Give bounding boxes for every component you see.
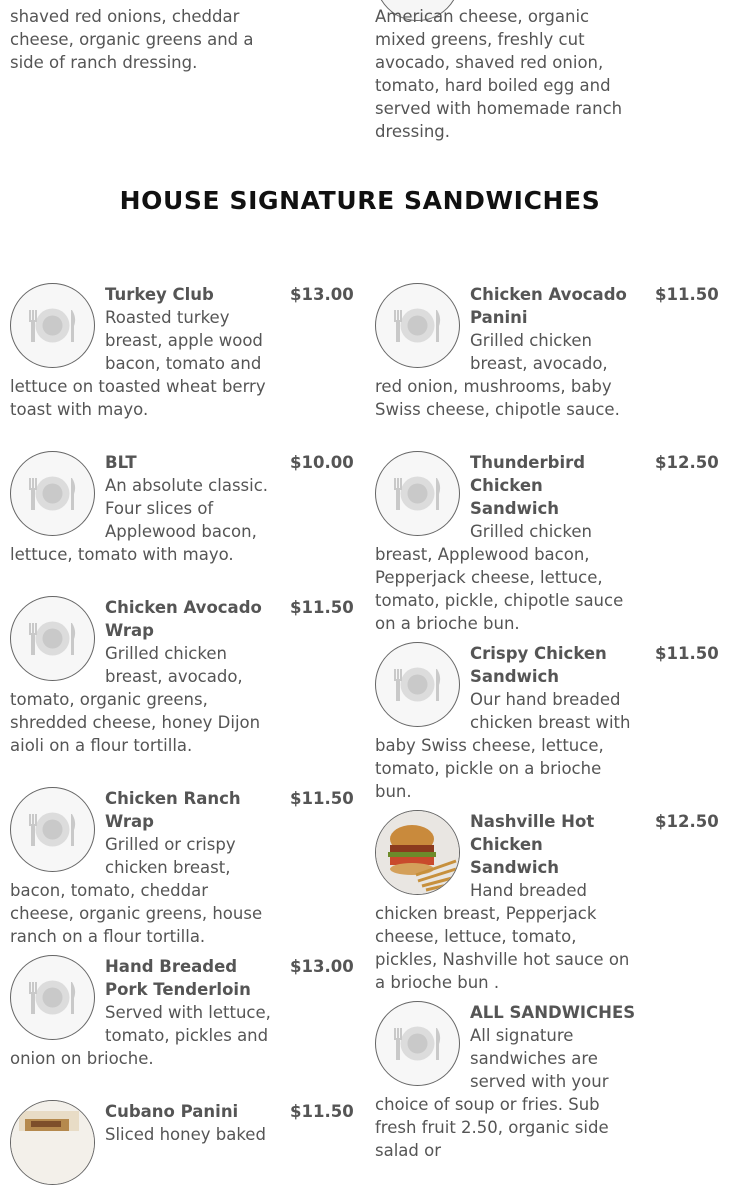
plate-placeholder-icon (10, 596, 95, 681)
menu-item[interactable] (10, 1100, 354, 1185)
previous-item-description-left: shaved red onions, cheddar cheese, organic greens and a side of ranch dressing. (10, 7, 254, 72)
item-description: Roasted turkey breast, apple wood bacon, tomato and lettuce on toasted wheat berry toast with mayo. (10, 308, 266, 419)
item-description: Served with lettuce, tomato, pickles and onion on brioche. (10, 1003, 271, 1068)
menu-item[interactable] (375, 810, 719, 994)
plate-placeholder-icon (10, 787, 95, 872)
item-price: $11.50 (655, 644, 719, 663)
burger-photo (375, 810, 460, 895)
item-price: $11.50 (290, 598, 354, 617)
item-price: $13.00 (290, 957, 354, 976)
item-name: Chicken Ranch Wrap (105, 789, 241, 831)
menu-item[interactable] (10, 596, 354, 757)
menu-item[interactable] (375, 1001, 711, 1162)
item-name: Nashville Hot Chicken Sandwich (470, 812, 595, 877)
item-description: All signature sandwiches are served with your choice of soup or fries. Sub fresh fruit 2.50, organic side salad or (375, 1026, 609, 1160)
item-price: $13.00 (290, 285, 354, 304)
menu-item[interactable] (10, 955, 354, 1070)
item-description: Grilled or crispy chicken breast, bacon, tomato, cheddar cheese, organic greens, house ranch on a flour tortilla. (10, 835, 263, 946)
item-description: Grilled chicken breast, avocado, red onion, mushrooms, baby Swiss cheese, chipotle sauce. (375, 331, 620, 419)
item-name: Cubano Panini (105, 1102, 239, 1121)
section-title: HOUSE SIGNATURE SANDWICHES (119, 186, 601, 215)
item-name: Chicken Avocado Panini (470, 285, 627, 327)
item-price: $12.50 (655, 812, 719, 831)
item-name: ALL SANDWICHES (470, 1003, 636, 1022)
plate-placeholder-icon (375, 1001, 460, 1086)
menu-item[interactable] (375, 642, 719, 803)
food-photo (10, 1100, 95, 1185)
item-price: $10.00 (290, 453, 354, 472)
item-name: BLT (105, 453, 137, 472)
plate-placeholder-icon (375, 283, 460, 368)
item-name: Turkey Club (105, 285, 214, 304)
item-price: $11.50 (290, 1102, 354, 1121)
menu-item[interactable] (10, 451, 354, 566)
plate-placeholder-icon (375, 642, 460, 727)
menu-item[interactable] (10, 283, 354, 421)
plate-placeholder-icon (375, 451, 460, 536)
menu-item[interactable] (375, 451, 719, 635)
item-price: $11.50 (655, 285, 719, 304)
item-description: Hand breaded chicken breast, Pepperjack cheese, lettuce, tomato, pickles, Nashville hot sauce on a brioche bun . (375, 881, 630, 992)
previous-item-description-right: American cheese, organic mixed greens, freshly cut avocado, shaved red onion, tomato, hard boiled egg and served with homemade ranch dressing. (375, 7, 623, 141)
menu-item[interactable] (375, 283, 719, 421)
item-name: Hand Breaded Pork Tenderloin (105, 957, 251, 999)
item-description: Our hand breaded chicken breast with baby Swiss cheese, lettuce, tomato, pickle on a brioche bun. (375, 690, 631, 801)
plate-placeholder-icon (10, 451, 95, 536)
item-description: Grilled chicken breast, Applewood bacon, Pepperjack cheese, lettuce, tomato, pickle, chipotle sauce on a brioche bun. (375, 522, 624, 633)
item-description: Sliced honey baked (105, 1125, 266, 1144)
item-price: $11.50 (290, 789, 354, 808)
item-description: An absolute classic. Four slices of Applewood bacon, lettuce, tomato with mayo. (10, 476, 269, 564)
item-name: Thunderbird Chicken Sandwich (470, 453, 586, 518)
plate-placeholder-icon (10, 955, 95, 1040)
plate-placeholder-icon (10, 283, 95, 368)
item-name: Chicken Avocado Wrap (105, 598, 262, 640)
item-price: $12.50 (655, 453, 719, 472)
menu-item[interactable] (10, 787, 354, 948)
item-name: Crispy Chicken Sandwich (470, 644, 607, 686)
item-description: Grilled chicken breast, avocado, tomato, organic greens, shredded cheese, honey Dijon aioli on a flour tortilla. (10, 644, 261, 755)
